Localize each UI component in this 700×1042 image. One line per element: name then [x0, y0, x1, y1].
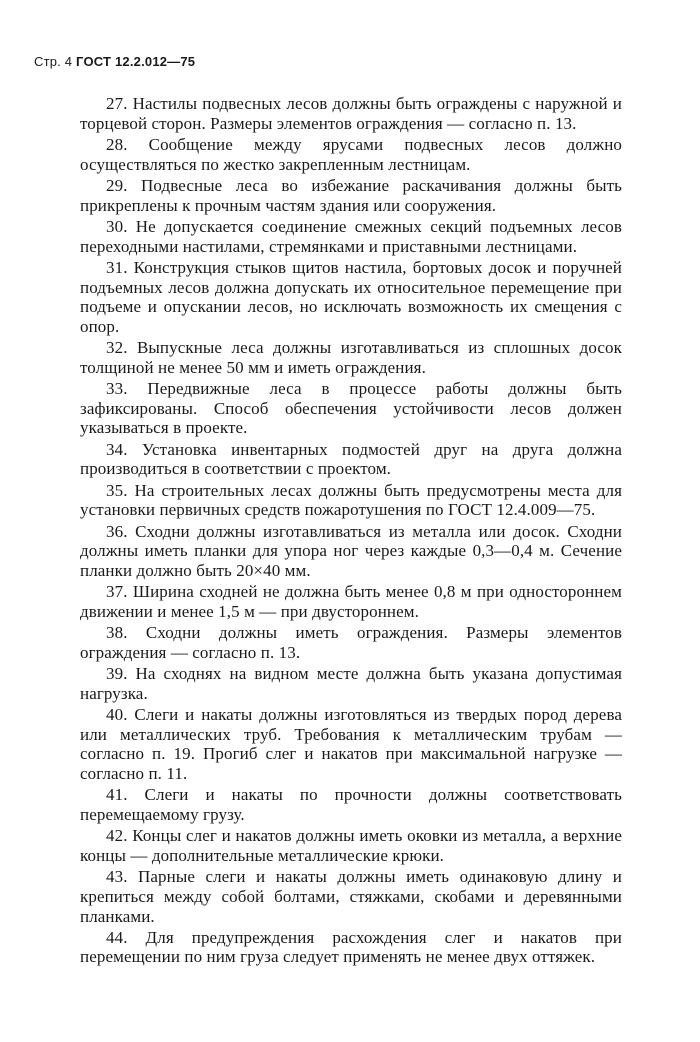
paragraph-36: 36. Сходни должны изготавливаться из металла или досок. Сходни должны иметь планки для упора ног через каждые 0,3—0,4 м. Сечение планки должно быть 20×40 мм. [80, 521, 622, 580]
paragraph-29: 29. Подвесные леса во избежание раскачивания должны быть прикреплены к прочным частям здания или сооружения. [80, 175, 622, 215]
paragraph-31: 31. Конструкция стыков щитов настила, бортовых досок и поручней подъемных лесов должна допускать их относительное перемещение при подъеме и опускании лесов, но исключать возможность их смещения с опор. [80, 257, 622, 336]
page-header [34, 54, 195, 69]
paragraph-33: 33. Передвижные леса в процессе работы должны быть зафиксированы. Способ обеспечения устойчивости лесов должен указываться в проекте. [80, 379, 622, 438]
paragraph-42: 42. Концы слег и накатов должны иметь оковки из металла, а верхние концы — дополнительные металлические крюки. [80, 826, 622, 865]
paragraph-43: 43. Парные слеги и накаты должны иметь одинаковую длину и крепиться между собой болтами, стяжками, скобами и деревянными планками. [80, 867, 622, 926]
document-body [80, 94, 622, 969]
paragraph-41: 41. Слеги и накаты по прочности должны соответствовать перемещаемому грузу. [80, 785, 622, 824]
paragraph-38: 38. Сходни должны иметь ограждения. Размеры элементов ограждения — согласно п. 13. [80, 623, 622, 662]
document-code: ГОСТ 12.2.012—75 [76, 54, 196, 69]
paragraph-27: 27. Настилы подвесных лесов должны быть ограждены с наружной и торцевой сторон. Размеры элементов ограждения — согласно п. 13. [80, 94, 622, 133]
paragraph-28: 28. Сообщение между ярусами подвесных лесов должно осуществляться по жестко закрепленным лестницам. [80, 134, 622, 174]
page-number: Стр. 4 [34, 54, 73, 69]
paragraph-32: 32. Выпускные леса должны изготавливаться из сплошных досок толщиной не менее 50 мм и иметь ограждения. [80, 338, 622, 377]
paragraph-44: 44. Для предупреждения расхождения слег и накатов при перемещении по ним груза следует применять не менее двух оттяжек. [80, 927, 622, 967]
paragraph-39: 39. На сходнях на видном месте должна быть указана допустимая нагрузка. [80, 664, 622, 703]
paragraph-34: 34. Установка инвентарных подмостей друг на друга должна производиться в соответствии с проектом. [80, 439, 622, 479]
paragraph-30: 30. Не допускается соединение смежных секций подъемных лесов переходными настилами, стремянками и приставными лестницами. [80, 216, 622, 256]
paragraph-35: 35. На строительных лесах должны быть предусмотрены места для установки первичных средств пожаротушения по ГОСТ 12.4.009—75. [80, 480, 622, 520]
paragraph-40: 40. Слеги и накаты должны изготовляться из твердых пород дерева или металлических труб. Требования к металлическим трубам — согласно п. 19. Прогиб слег и накатов при максимальной нагрузке — согласно п. 11. [80, 705, 622, 783]
paragraph-37: 37. Ширина сходней не должна быть менее 0,8 м при одностороннем движении и менее 1,5 м — при двустороннем. [80, 582, 622, 621]
